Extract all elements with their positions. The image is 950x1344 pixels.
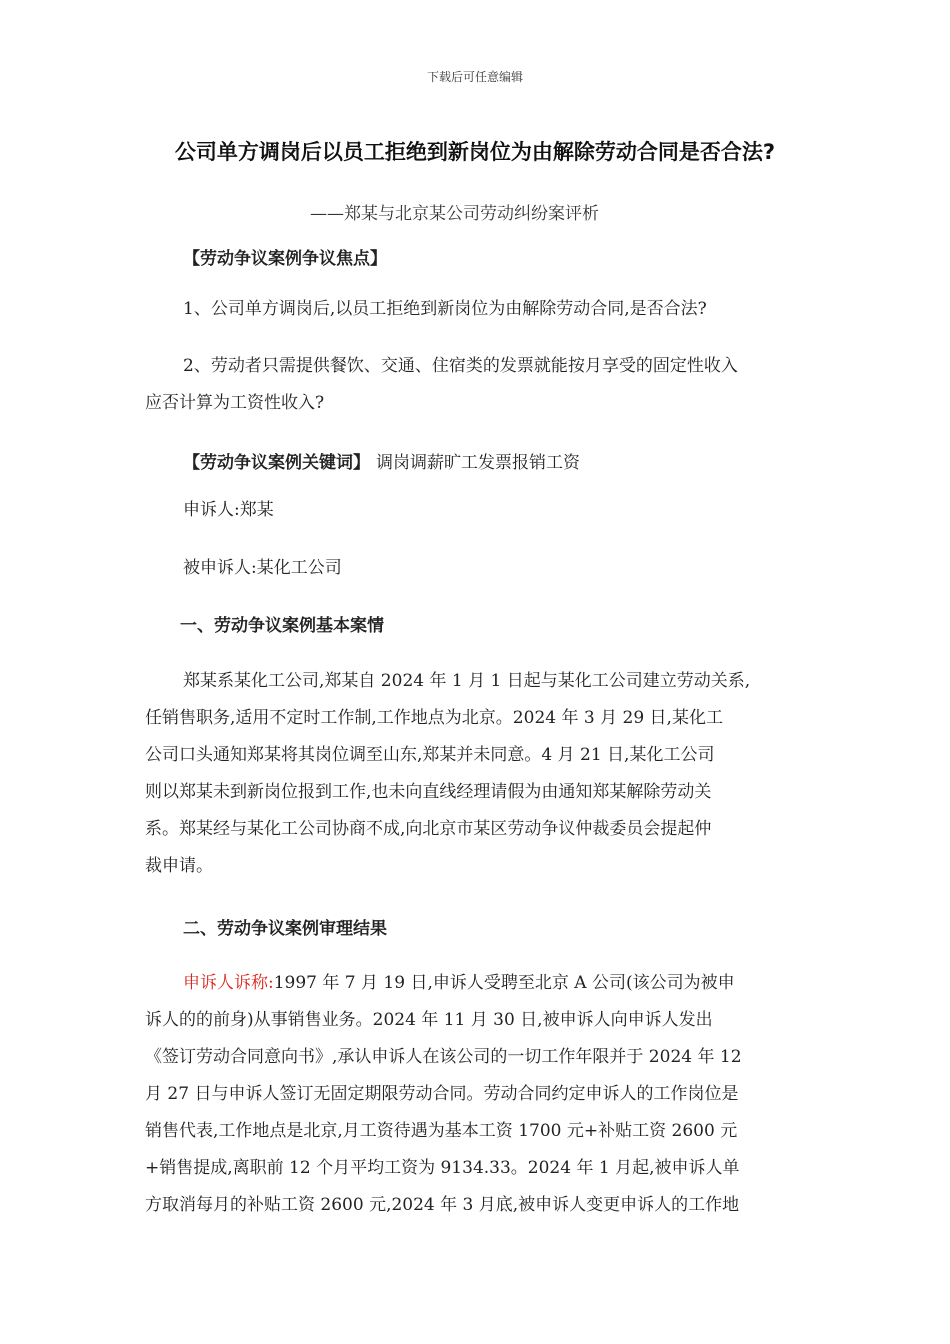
section-1-line: 裁申请。 [145,856,213,876]
claim-first-line-text: 1997 年 7 月 19 日,申诉人受聘至北京 A 公司(该公司为被申 [273,973,735,993]
section-1-line: 则以郑某未到新岗位报到工作,也未向直线经理请假为由通知郑某解除劳动关 [145,782,712,802]
document-title: 公司单方调岗后以员工拒绝到新岗位为由解除劳动合同是否合法? [174,140,776,164]
section-2-line: +销售提成,离职前 12 个月平均工资为 9134.33。2024 年 1 月起,被申诉人单 [145,1158,740,1178]
keywords-label: 【劳动争议案例关键词】 [183,453,370,473]
section-2-paragraph [145,965,810,1224]
section-1-line: 郑某系某化工公司,郑某自 2024 年 1 月 1 日起与某化工公司建立劳动关系, [183,671,751,691]
section-2-first-line [145,965,810,1002]
focus-item-2-line-1: 2、劳动者只需提供餐饮、交通、住宿类的发票就能按月享受的固定性收入 [183,356,738,376]
section-2-line: 诉人的的前身)从事销售业务。2024 年 11 月 30 日,被申诉人向申诉人发出 [145,1010,713,1030]
focus-item-2-line-2: 应否计算为工资性收入? [145,393,325,413]
header-note: 下载后可任意编辑 [426,70,523,84]
keywords-value: 调岗调薪旷工发票报销工资 [376,453,580,473]
section-2-line: 销售代表,工作地点是北京,月工资待遇为基本工资 1700 元+补贴工资 2600 元 [145,1121,738,1141]
focus-item-1: 1、公司单方调岗后,以员工拒绝到新岗位为由解除劳动合同,是否合法? [183,299,707,319]
section-2-line: 月 27 日与申诉人签订无固定期限劳动合同。劳动合同约定申诉人的工作岗位是 [145,1084,739,1104]
claimant-line: 申诉人:郑某 [183,500,274,520]
document-subtitle: ——郑某与北京某公司劳动纠纷案评析 [310,204,599,224]
focus-heading: 【劳动争议案例争议焦点】 [183,249,387,269]
section-1-heading: 一、劳动争议案例基本案情 [180,616,384,636]
section-2-line: 方取消每月的补贴工资 2600 元,2024 年 3 月底,被申诉人变更申诉人的工作地 [145,1195,740,1215]
section-2-line: 《签订劳动合同意向书》,承认申诉人在该公司的一切工作年限并于 2024 年 12 [145,1047,742,1067]
section-1-line: 任销售职务,适用不定时工作制,工作地点为北京。2024 年 3 月 29 日,某化工 [145,708,723,728]
section-2-heading: 二、劳动争议案例审理结果 [183,919,387,939]
section-1-line: 公司口头通知郑某将其岗位调至山东,郑某并未同意。4 月 21 日,某化工公司 [145,745,715,765]
section-1-line: 系。郑某经与某化工公司协商不成,向北京市某区劳动争议仲裁委员会提起仲 [145,819,712,839]
respondent-line: 被申诉人:某化工公司 [183,558,342,578]
section-1-paragraph [145,663,810,885]
keywords-line [183,448,580,473]
claim-label: 申诉人诉称: [183,973,274,993]
